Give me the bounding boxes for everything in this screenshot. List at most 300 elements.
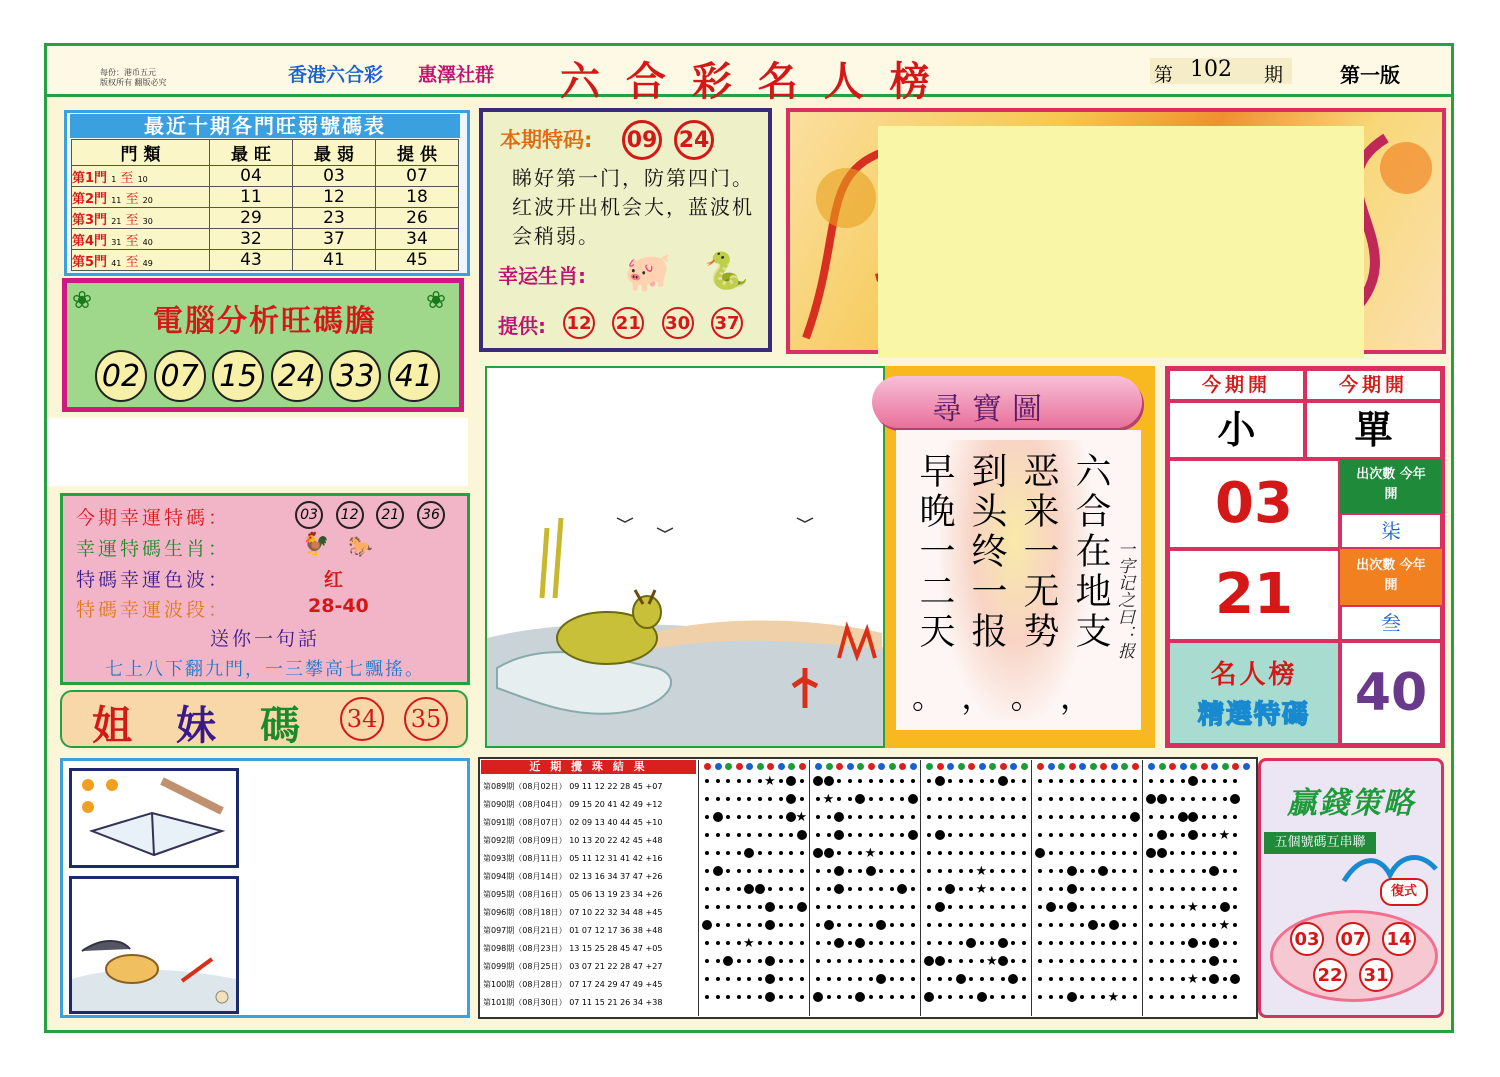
grid-dot	[890, 797, 894, 801]
grid-dot	[827, 995, 831, 999]
ox-scene-svg	[487, 368, 885, 748]
grid-dot	[869, 959, 873, 963]
grid-dot	[1038, 941, 1042, 945]
grid-dot	[1122, 887, 1126, 891]
open-value-left: 小	[1168, 401, 1305, 459]
offer-cell: 07	[376, 166, 459, 187]
open-number-1: 03	[1168, 459, 1340, 549]
gate-to: 40	[142, 237, 153, 247]
grid-dot	[737, 959, 741, 963]
grid-dot	[879, 905, 883, 909]
grid-dot	[1022, 941, 1026, 945]
grid-dot	[1181, 905, 1185, 909]
grid-dot	[737, 815, 741, 819]
hot-cell: 29	[210, 208, 293, 229]
grid-header-ball	[778, 763, 785, 770]
grid-dot	[800, 851, 804, 855]
grid-dot	[816, 941, 820, 945]
grid-header-ball	[926, 763, 933, 770]
grid-dot	[1101, 797, 1105, 801]
grid-header-ball	[704, 763, 711, 770]
lucky-row4-value: 28-40	[308, 595, 369, 617]
treasure-col: 早晚一二天	[914, 452, 955, 652]
grid-dot	[990, 887, 994, 891]
grid-dot	[1080, 815, 1084, 819]
special-star: ★	[975, 882, 988, 897]
grid-header-ball	[989, 763, 996, 770]
grid-dot	[1011, 905, 1015, 909]
result-row	[483, 868, 695, 886]
grid-dot	[800, 977, 804, 981]
grid-dot	[726, 851, 730, 855]
grid-dot	[758, 797, 762, 801]
result-period: 第100期（08月28日）	[483, 980, 567, 989]
grid-dot	[1112, 941, 1116, 945]
grid-dot	[768, 797, 772, 801]
hit-dot	[1188, 776, 1198, 786]
grid-dot	[1091, 815, 1095, 819]
fox-scene-svg	[72, 879, 236, 1011]
grid-dot	[959, 905, 963, 909]
grid-dot	[1170, 905, 1174, 909]
gate-name: 第4門	[72, 233, 108, 249]
grid-block-divider	[920, 760, 921, 1016]
grid-dot	[890, 779, 894, 783]
grid-block-divider	[698, 760, 699, 1016]
grid-dot	[1059, 995, 1063, 999]
grid-dot	[879, 851, 883, 855]
result-period: 第091期（08月07日）	[483, 818, 567, 827]
gate-cell	[72, 166, 210, 187]
grid-dot	[948, 941, 952, 945]
grid-dot	[1001, 869, 1005, 873]
grid-dot	[1202, 941, 1206, 945]
grid-header-ball	[1190, 763, 1197, 770]
grid-dot	[1181, 833, 1185, 837]
grid-header-ball	[1159, 763, 1166, 770]
special-star: ★	[1218, 918, 1231, 933]
cold-cell: 41	[293, 250, 376, 271]
grid-dot	[1049, 869, 1053, 873]
grid-dot	[1059, 815, 1063, 819]
grid-dot	[938, 851, 942, 855]
grid-dot	[959, 959, 963, 963]
hit-dot	[1098, 866, 1108, 876]
grid-dot	[1022, 851, 1026, 855]
grid-dot	[1202, 959, 1206, 963]
hot-cold-table	[71, 139, 459, 271]
grid-dot	[1080, 851, 1084, 855]
grid-dot	[726, 995, 730, 999]
grid-dot	[848, 887, 852, 891]
grid-dot	[1080, 905, 1084, 909]
grid-dot	[1091, 977, 1095, 981]
result-row	[483, 958, 695, 976]
grid-header-ball	[736, 763, 743, 770]
result-balls: 10 13 20 22 42 45 +48	[569, 836, 663, 845]
grid-dot	[1170, 941, 1174, 945]
grid-dot	[1059, 797, 1063, 801]
grid-dot	[837, 779, 841, 783]
hit-dot	[876, 974, 886, 984]
grid-dot	[1080, 959, 1084, 963]
grid-header-ball	[1010, 763, 1017, 770]
publisher-b: 惠澤社群	[418, 64, 495, 86]
grid-dot	[848, 833, 852, 837]
grid-header-ball	[1111, 763, 1118, 770]
grid-dot	[1059, 923, 1063, 927]
grid-dot	[848, 977, 852, 981]
table-row	[72, 187, 459, 208]
cold-cell: 23	[293, 208, 376, 229]
grid-dot	[1202, 995, 1206, 999]
grid-dot	[879, 869, 883, 873]
grid-dot	[938, 995, 942, 999]
results-title: 近 期 攪 珠 結 果	[481, 760, 696, 774]
grid-dot	[779, 851, 783, 855]
special-ball: 09	[622, 120, 662, 160]
hit-dot	[765, 974, 775, 984]
grid-dot	[779, 995, 783, 999]
grid-dot	[1070, 959, 1074, 963]
grid-header-ball	[1222, 763, 1229, 770]
grid-dot	[1223, 995, 1227, 999]
grid-dot	[890, 959, 894, 963]
table-row	[72, 250, 459, 271]
grid-dot	[1233, 869, 1237, 873]
result-row	[483, 994, 695, 1012]
grid-dot	[1038, 833, 1042, 837]
hit-dot	[1067, 866, 1077, 876]
grid-dot	[1122, 797, 1126, 801]
grid-dot	[1001, 815, 1005, 819]
grid-dot	[890, 851, 894, 855]
hit-dot	[765, 920, 775, 930]
grid-dot	[1038, 905, 1042, 909]
grid-dot	[948, 833, 952, 837]
grid-dot	[900, 905, 904, 909]
open-header-left: 今期開	[1168, 369, 1305, 401]
grid-dot	[890, 977, 894, 981]
special-star: ★	[864, 846, 877, 861]
grid-header-ball	[857, 763, 864, 770]
grid-dot	[816, 977, 820, 981]
gate-to: 20	[142, 195, 153, 205]
grid-dot	[948, 959, 952, 963]
gate-cell	[72, 229, 210, 250]
grid-dot	[716, 977, 720, 981]
hit-dot	[1067, 884, 1077, 894]
strategy-ball: 22	[1313, 958, 1347, 992]
number-ball: 41	[388, 350, 440, 402]
grid-dot	[1160, 923, 1164, 927]
hit-dot	[1188, 938, 1198, 948]
grid-header-ball	[878, 763, 885, 770]
grid-dot	[1011, 923, 1015, 927]
grid-dot	[1022, 959, 1026, 963]
lucky-row1-label: 今期幸運特碼：	[76, 507, 231, 529]
strategy-ball: 14	[1382, 922, 1416, 956]
hit-dot	[1188, 812, 1198, 822]
grid-dot	[869, 797, 873, 801]
grid-dot	[726, 797, 730, 801]
hit-dot	[1130, 812, 1140, 822]
offer-cell: 26	[376, 208, 459, 229]
result-row	[483, 940, 695, 958]
grid-dot	[1038, 869, 1042, 873]
grid-dot	[1233, 995, 1237, 999]
grid-dot	[816, 869, 820, 873]
result-balls: 13 15 25 28 45 47 +05	[569, 944, 663, 953]
result-row	[483, 814, 695, 832]
grid-dot	[1101, 815, 1105, 819]
hit-dot	[908, 830, 918, 840]
grid-dot	[879, 995, 883, 999]
grid-dot	[1112, 905, 1116, 909]
grid-header-ball	[836, 763, 843, 770]
grid-dot	[1191, 923, 1195, 927]
result-balls: 07 17 24 29 47 49 +45	[569, 980, 663, 989]
grid-dot	[1170, 797, 1174, 801]
brand-bottom: 精選特碼	[1197, 700, 1310, 730]
grid-dot	[1091, 851, 1095, 855]
banner-yellow-overlay	[878, 126, 1364, 358]
grid-dot	[990, 995, 994, 999]
lucky-ball: 36	[417, 501, 445, 529]
grid-dot	[990, 905, 994, 909]
grid-dot	[869, 833, 873, 837]
gate-from: 41	[111, 258, 122, 268]
grid-dot	[758, 869, 762, 873]
result-balls: 03 07 21 22 28 47 +27	[569, 962, 663, 971]
grid-dot	[1001, 851, 1005, 855]
hit-dot	[1067, 992, 1077, 1002]
hit-dot	[1209, 938, 1219, 948]
grid-dot	[990, 869, 994, 873]
grid-dot	[1149, 977, 1153, 981]
grid-dot	[1149, 959, 1153, 963]
grid-dot	[938, 977, 942, 981]
grid-dot	[1223, 815, 1227, 819]
grid-dot	[858, 887, 862, 891]
table-header: 門 類	[72, 140, 210, 166]
grid-dot	[1059, 977, 1063, 981]
grid-dot	[1049, 941, 1053, 945]
grid-dot	[1038, 995, 1042, 999]
grid-dot	[959, 851, 963, 855]
grid-dot	[1191, 797, 1195, 801]
hit-dot	[1178, 812, 1188, 822]
gate-from: 1	[111, 174, 117, 184]
grid-dot	[705, 959, 709, 963]
grid-dot	[779, 923, 783, 927]
grid-dot	[789, 959, 793, 963]
table-row	[72, 229, 459, 250]
grid-dot	[1080, 797, 1084, 801]
grid-dot	[716, 833, 720, 837]
result-row	[483, 922, 695, 940]
grid-dot	[1101, 887, 1105, 891]
offer-ball: 30	[662, 307, 694, 339]
grid-dot	[959, 995, 963, 999]
grid-dot	[869, 905, 873, 909]
grid-dot	[1080, 977, 1084, 981]
grid-dot	[1091, 887, 1095, 891]
grid-dot	[726, 815, 730, 819]
grid-dot	[1233, 779, 1237, 783]
grid-dot	[1202, 815, 1206, 819]
grid-dot	[827, 869, 831, 873]
grid-dot	[1181, 887, 1185, 891]
offer-numbers	[563, 307, 743, 339]
grid-dot	[827, 815, 831, 819]
grid-dot	[959, 797, 963, 801]
hot-cell: 32	[210, 229, 293, 250]
grid-dot	[1191, 869, 1195, 873]
grid-dot	[1112, 851, 1116, 855]
grid-dot	[837, 797, 841, 801]
gate-to-word: 至	[125, 254, 139, 270]
hit-dot	[1209, 956, 1219, 966]
grid-header-ball	[767, 763, 774, 770]
grid-header-ball	[1243, 763, 1250, 770]
grid-dot	[705, 941, 709, 945]
hit-dot	[1209, 866, 1219, 876]
grid-dot	[911, 995, 915, 999]
hit-dot	[1146, 794, 1156, 804]
grid-dot	[1022, 905, 1026, 909]
grid-dot	[800, 923, 804, 927]
grid-dot	[890, 815, 894, 819]
grid-dot	[837, 905, 841, 909]
grid-dot	[879, 959, 883, 963]
grid-dot	[789, 833, 793, 837]
grid-header-ball	[815, 763, 822, 770]
phrase-text: 七上八下翻九門，一三攀高七飄搖。	[105, 659, 425, 680]
grid-dot	[1091, 869, 1095, 873]
grid-dot	[705, 779, 709, 783]
result-balls: 07 11 15 21 26 34 +38	[569, 998, 663, 1007]
grid-dot	[1223, 977, 1227, 981]
grid-dot	[948, 923, 952, 927]
grid-dot	[1122, 851, 1126, 855]
open-header-right: 今期開	[1305, 369, 1442, 401]
hit-dot	[755, 884, 765, 894]
grid-dot	[1091, 779, 1095, 783]
grid-dot	[1122, 815, 1126, 819]
grid-dot	[800, 887, 804, 891]
grid-block-divider	[809, 760, 810, 1016]
grid-header-ball	[899, 763, 906, 770]
grid-header-ball	[1090, 763, 1097, 770]
grid-dot	[948, 779, 952, 783]
grid-dot	[747, 797, 751, 801]
grid-dot	[768, 941, 772, 945]
hit-dot	[834, 830, 844, 840]
gate-cell	[72, 187, 210, 208]
grid-dot	[1101, 923, 1105, 927]
grid-dot	[858, 905, 862, 909]
hit-dot	[765, 956, 775, 966]
number-ball: 15	[212, 350, 264, 402]
hot-cell: 43	[210, 250, 293, 271]
result-balls: 05 06 13 19 23 34 +26	[569, 890, 663, 899]
grid-dot	[848, 869, 852, 873]
table-header: 最 旺	[210, 140, 293, 166]
special-star: ★	[1187, 900, 1199, 915]
grid-dot	[890, 905, 894, 909]
grid-dot	[938, 887, 942, 891]
hit-dot	[744, 848, 754, 858]
price-line: 每份：港币五元	[100, 68, 156, 77]
grid-dot	[1170, 959, 1174, 963]
grid-dot	[1133, 797, 1137, 801]
grid-dot	[726, 905, 730, 909]
hit-dot	[744, 884, 754, 894]
grid-dot	[848, 923, 852, 927]
computer-analysis-title: 電腦分析旺碼膽	[153, 304, 377, 339]
grid-dot	[969, 905, 973, 909]
grid-dot	[737, 851, 741, 855]
hit-dot	[924, 956, 934, 966]
grid-dot	[1160, 941, 1164, 945]
result-period: 第092期（08月09日）	[483, 836, 567, 845]
result-period: 第097期（08月21日）	[483, 926, 567, 935]
grid-dot	[789, 869, 793, 873]
result-period: 第090期（08月04日）	[483, 800, 567, 809]
hit-dot	[1157, 830, 1167, 840]
grid-dot	[911, 851, 915, 855]
grid-dot	[1202, 833, 1206, 837]
grid-dot	[837, 923, 841, 927]
gate-to: 10	[137, 174, 148, 184]
grid-dot	[1101, 905, 1105, 909]
grid-dot	[827, 905, 831, 909]
grid-dot	[1122, 779, 1126, 783]
gate-to-word: 至	[120, 170, 134, 186]
grid-dot	[927, 779, 931, 783]
grid-dot	[1202, 797, 1206, 801]
grid-dot	[1101, 851, 1105, 855]
grid-dot	[959, 941, 963, 945]
grid-dot	[737, 833, 741, 837]
result-row	[483, 904, 695, 922]
grid-dot	[1080, 887, 1084, 891]
hit-dot	[797, 830, 807, 840]
grid-dot	[1212, 923, 1216, 927]
grid-dot	[705, 869, 709, 873]
grid-dot	[1223, 959, 1227, 963]
grid-dot	[1181, 941, 1185, 945]
grid-dot	[1212, 797, 1216, 801]
grid-dot	[737, 923, 741, 927]
lucky-row3-label: 特碼幸運色波：	[76, 569, 231, 591]
grid-dot	[779, 941, 783, 945]
grid-dot	[1149, 779, 1153, 783]
grid-dot	[1091, 905, 1095, 909]
grid-dot	[1133, 977, 1137, 981]
grid-dot	[827, 887, 831, 891]
grid-dot	[927, 977, 931, 981]
grid-dot	[969, 923, 973, 927]
edition-label: 第一版	[1340, 63, 1400, 87]
number-ball: 24	[271, 350, 323, 402]
grid-dot	[969, 887, 973, 891]
grid-dot	[969, 833, 973, 837]
grid-dot	[1001, 995, 1005, 999]
grid-dot	[1149, 833, 1153, 837]
grid-dot	[927, 815, 931, 819]
